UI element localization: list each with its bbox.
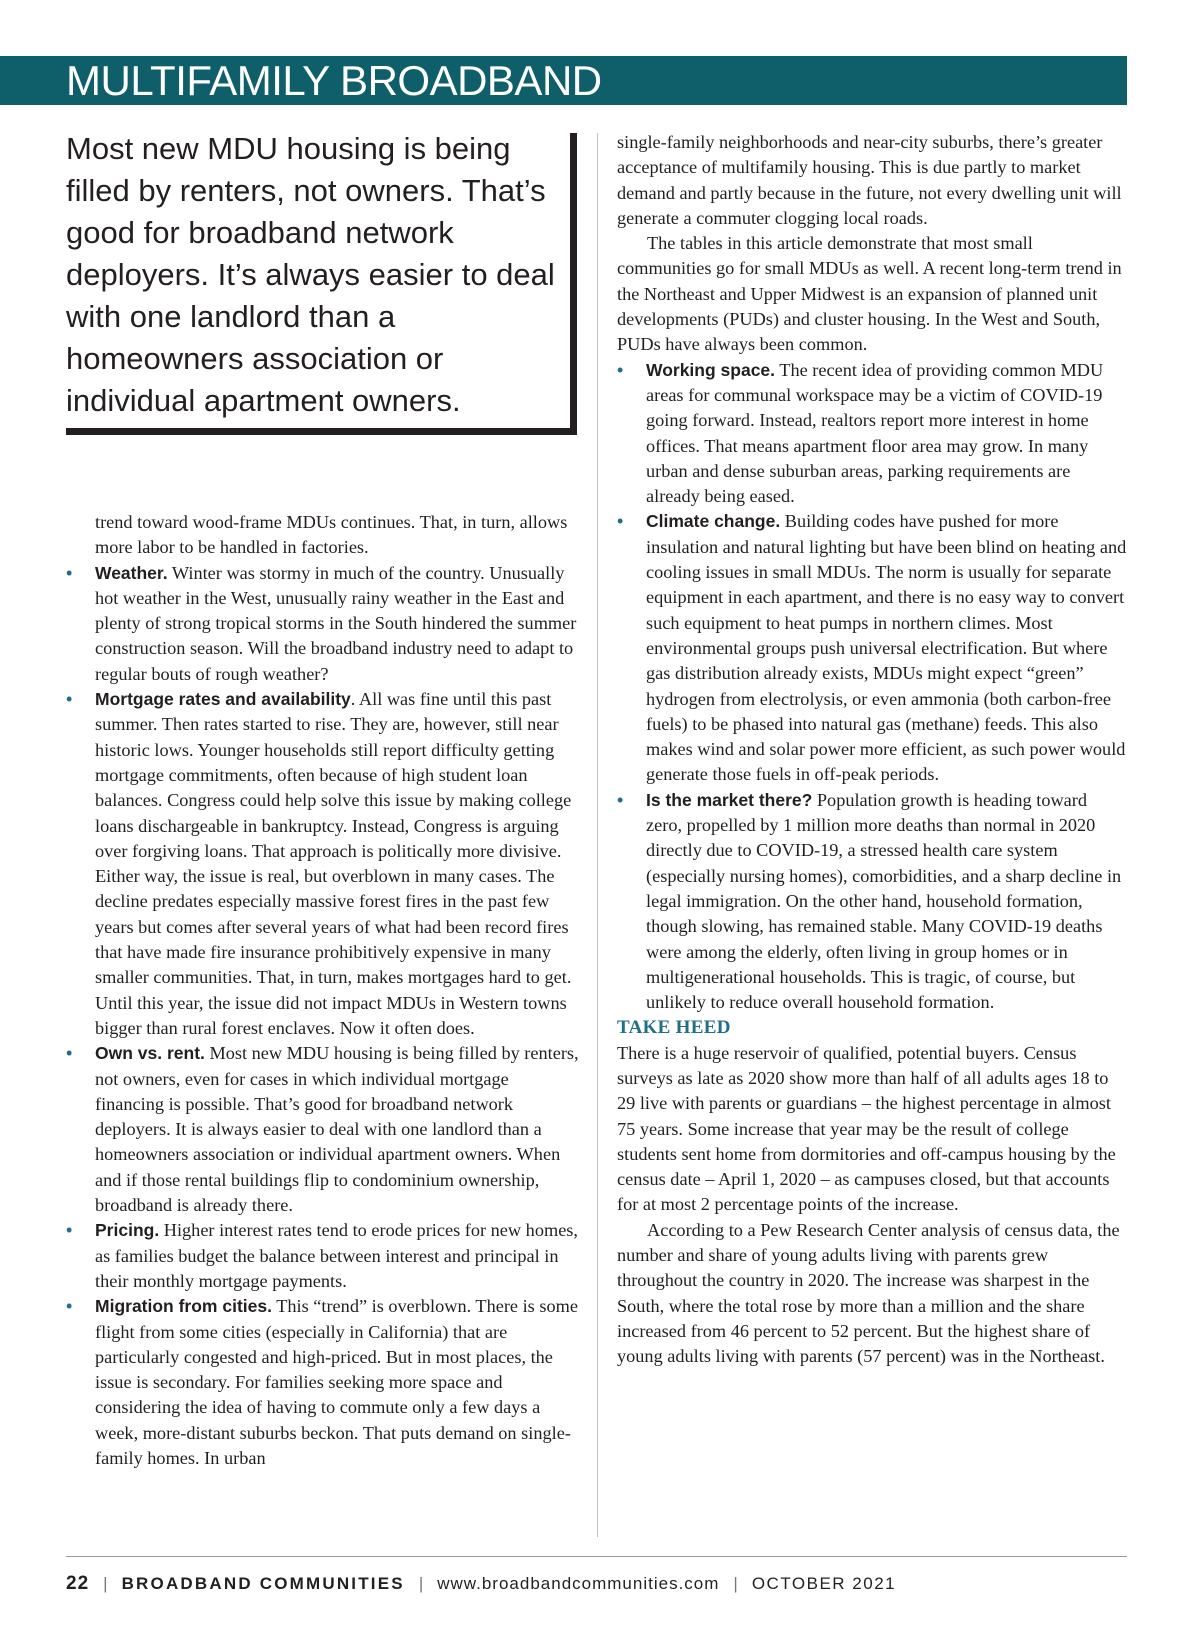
pull-quote-rule-vertical: [570, 133, 577, 435]
bullet-text: The recent idea of providing common MDU areas for communal workspace may be a victim of COVID-19 going forward. Instead, realtors report more interest in home offices. That means apartment floor area may grow. In many urban and dense suburban areas, parking requirements are already being eased.: [646, 359, 1104, 507]
page-footer: [66, 1573, 1127, 1595]
bullet-lead: Mortgage rates and availability: [95, 689, 351, 710]
bullet-lead: Weather.: [95, 562, 168, 583]
section-title: MULTIFAMILY BROADBAND: [66, 57, 602, 104]
bullet-lead: Migration from cities.: [95, 1296, 272, 1317]
bullet-weather: [95, 561, 580, 687]
bullet-lead: Is the market there?: [646, 789, 813, 810]
section-banner: [0, 56, 1127, 105]
section-heading: TAKE HEED: [617, 1017, 731, 1039]
right-column: [617, 130, 1127, 1370]
right-bullet-list: [617, 358, 1127, 1016]
pull-quote: Most new MDU housing is being filled by renters, not owners. That’s good for broadband network deployers. It’s always easier to deal with one landlord than a homeowners association or individual apartment owners.: [66, 131, 555, 418]
continuation-paragraph: single-family neighborhoods and near-city suburbs, there’s greater acceptance of multifamily housing. This is due partly to market demand and partly because in the future, not every dwelling unit will generate a commuter clogging local roads.: [617, 132, 1122, 228]
bullet-own-vs-rent: [95, 1041, 580, 1218]
footer-separator: |: [733, 1574, 738, 1593]
left-column: [95, 510, 580, 1471]
issue-date: OCTOBER 2021: [751, 1574, 897, 1593]
pull-quote-rule-horizontal: [66, 428, 577, 435]
column-divider: [597, 133, 598, 1537]
footer-separator: |: [103, 1574, 108, 1593]
bullet-climate-change: [646, 509, 1127, 787]
bullet-text: Higher interest rates tend to erode prices for new homes, as families budget the balance between interest and principal in their monthly mortgage payments.: [95, 1220, 578, 1291]
bullet-text: . All was fine until this past summer. Then rates started to rise. They are, however, still near historic lows. Younger households still report difficulty getting mortgage commitments, often because of high student loan balances. Congress could help solve this issue by making college loans dischargeable in bankruptcy. Instead, Congress is arguing over forgiving loans. That approach is politically more divisive. Either way, the issue is real, but overblown in many cases. The decline predates especially massive forest fires in the past few years but comes after several years of what had been record fires that have made fire insurance prohibitively expensive in many smaller communities. That, in turn, makes mortgages hard to get. Until this year, the issue did not impact MDUs in Western towns bigger than rural forest enclaves. Now it often does.: [95, 689, 572, 1038]
footer-rule: [66, 1556, 1127, 1557]
bullet-text: Winter was stormy in much of the country. Unusually hot weather in the West, unusually rainy weather in the East and plenty of strong tropical storms in the South hindered the summer construction season. Will the broadband industry need to adapt to regular bouts of rough weather?: [95, 562, 577, 684]
bullet-working-space: [646, 358, 1127, 510]
tables-paragraph: The tables in this article demonstrate that most small communities go for small MDUs as well. A recent long-term trend in the Northeast and Upper Midwest is an expansion of planned unit developments (PUDs) and cluster housing. In the West and South, PUDs have always been common.: [617, 233, 1122, 355]
take-heed-paragraph-1: There is a huge reservoir of qualified, potential buyers. Census surveys as late as 2020 show more than half of all adults ages 18 to 29 live with parents or guardians – the highest percentage in almost 75 years. Some increase that year may be the result of college students sent home from dormitories and off-campus housing by the census date – April 1, 2020 – as campuses closed, but that accounts for at most 2 percentage points of the increase.: [617, 1042, 1116, 1215]
page-number: 22: [66, 1573, 90, 1594]
website-url: www.broadbandcommunities.com: [437, 1574, 720, 1593]
bullet-text: This “trend” is overblown. There is some flight from some cities (especially in California) that are particularly congested and high-priced. But in most places, the issue is secondary. For families seeking more space and considering the idea of having to commute only a few days a week, more-distant suburbs beckon. That puts demand on single-family homes. In urban: [95, 1296, 578, 1468]
bullet-text: Most new MDU housing is being filled by renters, not owners, even for cases in which individual mortgage financing is possible. That’s good for broadband network deployers. It is always easier to deal with one landlord than a homeowners association or individual apartment owners. When and if those rental buildings flip to condominium ownership, broadband is already there.: [95, 1043, 579, 1216]
left-intro-paragraph: trend toward wood-frame MDUs continues. That, in turn, allows more labor to be handled in factories.: [95, 512, 568, 558]
bullet-migration: [95, 1294, 580, 1471]
bullet-market: [646, 788, 1127, 1016]
take-heed-paragraph-2: According to a Pew Research Center analysis of census data, the number and share of young adults living with parents grew throughout the country in 2020. The increase was sharpest in the South, where the total rose by more than a million and the share increased from 46 percent to 52 percent. But the highest share of young adults living with parents (57 percent) was in the Northeast.: [617, 1219, 1120, 1367]
bullet-mortgage: [95, 687, 580, 1041]
left-bullet-list: [95, 561, 580, 1472]
bullet-lead: Working space.: [646, 359, 776, 380]
bullet-text: Population growth is heading toward zero, propelled by 1 million more deaths than normal in 2020 directly due to COVID-19, a stressed health care system (especially nursing homes), comorbidities, and a sharp decline in legal immigration. On the other hand, household formation, though slowing, has remained stable. Many COVID-19 deaths were among the elderly, often living in group homes or in multigenerational households. This is tragic, of course, but unlikely to reduce overall household formation.: [646, 789, 1122, 1013]
bullet-lead: Climate change.: [646, 511, 781, 532]
bullet-lead: Pricing.: [95, 1220, 160, 1241]
bullet-lead: Own vs. rent.: [95, 1043, 205, 1064]
footer-separator: |: [418, 1574, 424, 1593]
bullet-pricing: [95, 1218, 580, 1294]
bullet-text: Building codes have pushed for more insulation and natural lighting but have been blind on heating and cooling issues in small MDUs. The norm is usually for separate equipment in each apartment, and there is no easy way to convert such equipment to heat pumps in northern climes. Most environmental groups push universal electrification. But where gas distribution already exists, MDUs might expect “green” hydrogen from electrolysis, or even ammonia (both carbon-free fuels) to be phased into natural gas (methane) feeds. This also makes wind and solar power more efficient, as such power would generate those fuels in off-peak periods.: [646, 511, 1127, 785]
magazine-name: BROADBAND COMMUNITIES: [121, 1574, 405, 1593]
